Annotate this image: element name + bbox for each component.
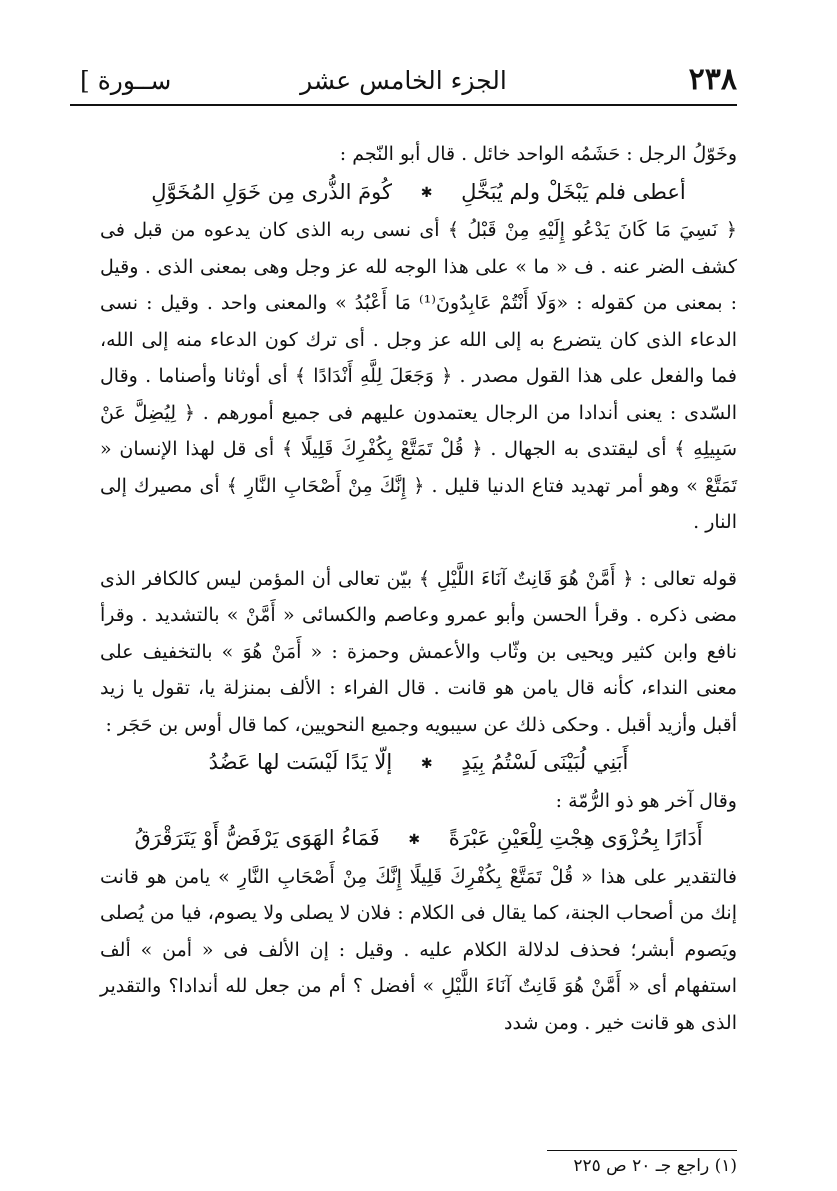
footnote-rule bbox=[547, 1150, 737, 1151]
page-number: ٢٣٨ bbox=[688, 62, 737, 97]
verse-separator-star-icon: ✱ bbox=[420, 185, 433, 201]
main-text bbox=[100, 136, 737, 1041]
surah-label: ســورة ] bbox=[80, 66, 172, 95]
verse-1-second-hemistich: كُومَ الذُّرى مِن خَوَلِ المُخَوَّلِ bbox=[151, 179, 393, 204]
verse-3-first-hemistich: أَدَارًا بِحُزْوَى هِجْتِ لِلْعَيْنِ عَبْرَةً bbox=[448, 826, 703, 850]
poem-verse-1 bbox=[100, 173, 737, 213]
paragraph-5: فالتقدير على هذا « قُلْ تَمَتَّعْ بِكُفْرِكَ قَلِيلًا إِنَّكَ مِنْ أَصْحَابِ النَّارِ » يامن هو قانت إنك من أصحاب الجنة، كما يقال فى الكلام : فلان لا يصلى ولا يصوم، فيا من يُصلى ويَصوم أبشر؛ فحذف لدلالة الكلام عليه . وقيل : إن الألف فى « أمن » ألف استفهام أى « أَمَّنْ هُوَ قَانِتٌ آنَاءَ اللَّيْلِ » أفضل ؟ أم من جعل لله أندادا؟ والتقدير الذى هو قانت خير . ومن شدد bbox=[100, 865, 737, 1034]
page-header bbox=[70, 62, 737, 102]
poem-verse-2 bbox=[100, 743, 737, 783]
verse-separator-star-icon: ✱ bbox=[408, 831, 421, 848]
verse-2-first-hemistich: أَبَنِي لُبَيْنَى لَسْتُمُ بِيَدٍ bbox=[461, 750, 629, 774]
paragraph-3: قوله تعالى : ﴿ أَمَّنْ هُوَ قَانِتٌ آنَاءَ اللَّيْلِ ﴾ بيّن تعالى أن المؤمن ليس كالكافر الذى مضى ذكره . وقرأ الحسن وأبو عمرو وعاصم والكسائى « أَمَّنْ » بالتشديد . وقرأ نافع وابن كثير ويحيى بن وثّاب والأعمش وحمزة : « أَمَنْ هُوَ » بالتخفيف على معنى النداء، كأنه قال يامن هو قانت . قال الفراء : الألف بمنزلة يا، تقول يا زيد أقبل وأزيد أقبل . وحكى ذلك عن سيبويه وجميع النحويين، كما قال أوس بن حَجَر : bbox=[100, 567, 737, 736]
paragraph-4: وقال آخر هو ذو الرُّمّة : bbox=[555, 789, 737, 812]
verse-2-second-hemistich: إلّا يَدًا لَيْسَت لها عَضُدُ bbox=[208, 750, 393, 774]
header-rule bbox=[70, 104, 737, 106]
paragraph-1: وخَوّلُ الرجل : حَشَمُه الواحد خائل . قال أبو النّجم : bbox=[339, 143, 737, 165]
paragraph-gap bbox=[100, 541, 737, 561]
poem-verse-3 bbox=[100, 819, 737, 859]
verse-3-second-hemistich: فَمَاءُ الهَوَى يَرْفَضُّ أَوْ يَتَرَقْرَقُ bbox=[134, 826, 380, 850]
running-title: الجزء الخامس عشر bbox=[300, 66, 507, 95]
footnote: (١) راجع جـ ٢٠ ص ٢٢٥ bbox=[573, 1156, 737, 1176]
verse-1-first-hemistich: أعطى فلم يَبْخَلْ ولم يُبَخَّلِ bbox=[461, 179, 686, 204]
verse-separator-star-icon: ✱ bbox=[420, 755, 433, 772]
paragraph-2: ﴿ نَسِيَ مَا كَانَ يَدْعُو إِلَيْهِ مِنْ قَبْلُ ﴾ أى نسى ربه الذى كان يدعوه من قبل فى كشف الضر عنه . ف « ما » على هذا الوجه لله عز وجل وهى بمعنى الذى . وقيل : بمعنى من كقوله : «وَلَا أَنْتُمْ عَابِدُونَ⁽¹⁾ مَا أَعْبُدُ » والمعنى واحد . وقيل : نسى الدعاء الذى كان يتضرع به إلى الله عز وجل . أى ترك كون الدعاء منه إلى الله، فما والفعل على هذا القول مصدر . ﴿ وَجَعَلَ لِلَّهِ أَنْدَادًا ﴾ أى أوثانا وأصناما . وقال السّدى : يعنى أندادا من الرجال يعتمدون عليهم فى جميع أمورهم . ﴿ لِيُضِلَّ عَنْ سَبِيلِهِ ﴾ أى ليقتدى به الجهال . ﴿ قُلْ تَمَتَّعْ بِكُفْرِكَ قَلِيلًا ﴾ أى قل لهذا الإنسان « تَمَتَّعْ » وهو أمر تهديد فتاع الدنيا قليل . ﴿ إِنَّكَ مِنْ أَصْحَابِ النَّارِ ﴾ أى مصيرك إلى النار . bbox=[100, 219, 737, 533]
